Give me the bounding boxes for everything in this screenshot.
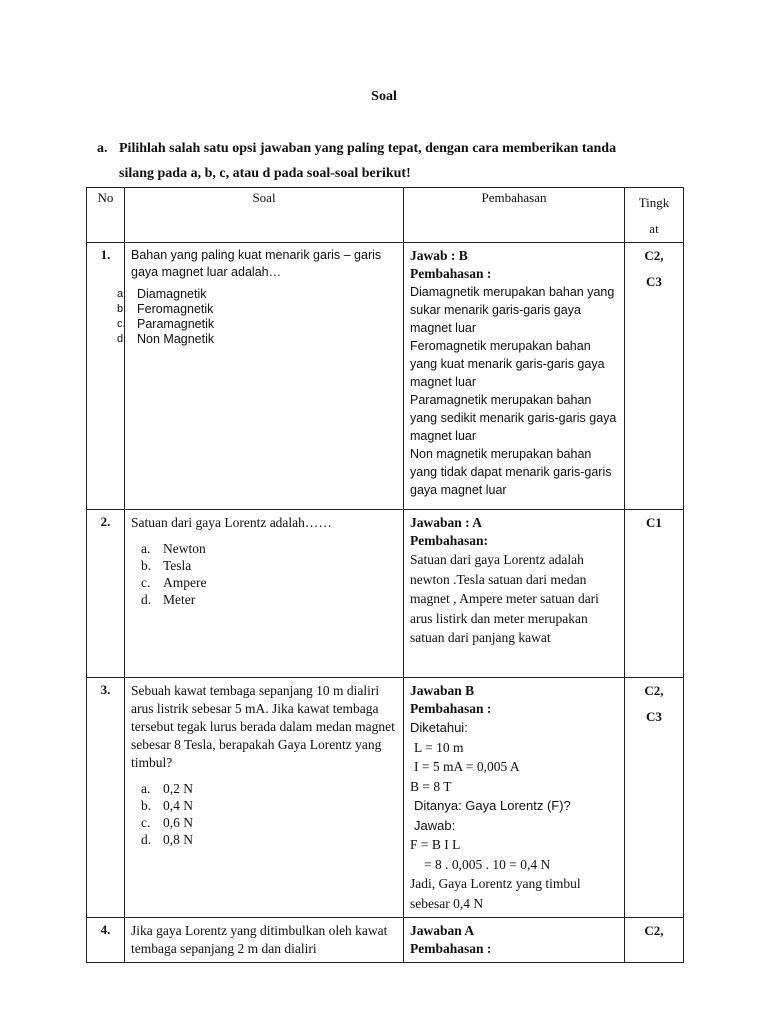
question-cell — [125, 510, 404, 678]
question-text: Jika gaya Lorentz yang ditimbulkan oleh kawat tembaga sepanjang 2 m dan dialiri — [131, 923, 388, 956]
option-item — [131, 797, 399, 814]
explanation-cell — [404, 678, 625, 918]
instruction — [97, 136, 697, 186]
level-line-1: C1 — [646, 515, 662, 530]
table-header-row — [87, 188, 684, 243]
level-line-1: C2, — [644, 248, 664, 263]
option-letter: a. — [141, 541, 151, 556]
option-letter: c. — [117, 318, 126, 330]
table-row — [87, 510, 684, 678]
document-title: Soal — [371, 89, 397, 104]
explanation-paragraph: Feromagnetik merupakan bahan yang kuat menarik garis-garis gaya magnet luar — [410, 339, 605, 389]
level-line-2: C3 — [646, 274, 662, 289]
option-text: 0,2 N — [163, 781, 193, 796]
level-line-1: C2, — [644, 923, 664, 938]
level-cell — [625, 678, 684, 918]
calculation: = 8 . 0,005 . 10 = 0,4 N — [424, 856, 551, 872]
explanation-paragraph: Non magnetik merupakan bahan yang tidak dapat menarik garis-garis gaya magnet luar — [410, 447, 612, 497]
option-list — [131, 540, 399, 608]
header-no: No — [87, 188, 125, 243]
question-text: Bahan yang paling kuat menarik garis – garis gaya magnet luar adalah… — [131, 248, 382, 279]
explanation-label: Pembahasan : — [410, 941, 492, 956]
level-cell — [625, 918, 684, 963]
option-item — [131, 540, 399, 557]
question-cell — [125, 678, 404, 918]
option-text: Diamagnetik — [137, 287, 207, 301]
asked-label-text: Ditanya: Gaya Lorentz (F)? — [414, 798, 571, 813]
option-letter: a. — [117, 288, 127, 300]
option-text: 0,6 N — [163, 815, 193, 830]
answer-label: Jawab : B — [410, 248, 468, 263]
option-text: Tesla — [163, 558, 192, 573]
option-letter: c. — [141, 815, 151, 830]
explanation-paragraph: Paramagnetik merupakan bahan yang sedikit menarik garis-garis gaya magnet luar — [410, 393, 617, 443]
conclusion: Jadi, Gaya Lorentz yang timbul sebesar 0,4 N — [410, 876, 581, 911]
option-list — [117, 287, 399, 347]
header-tingkat-line-1: Tingk — [638, 195, 670, 210]
option-letter: c. — [141, 575, 151, 590]
instruction-line-1: Pilihlah salah satu opsi jawaban yang paling tepat, dengan cara memberikan tanda — [119, 141, 617, 156]
row-number: 1. — [87, 243, 125, 510]
explanation-label: Pembahasan : — [410, 266, 492, 281]
question-text: Satuan dari gaya Lorentz adalah…… — [131, 515, 332, 530]
instruction-letter: a. — [97, 141, 108, 156]
row-number: 2. — [87, 510, 125, 678]
table-row — [87, 918, 684, 963]
option-item — [131, 814, 399, 831]
option-item — [117, 317, 399, 332]
answer-label: Jawaban A — [410, 923, 475, 938]
explanation-cell — [404, 918, 625, 963]
option-item — [117, 332, 399, 347]
row-number: 3. — [87, 678, 125, 918]
option-item — [131, 591, 399, 608]
level-cell — [625, 510, 684, 678]
given-length: L = 10 m — [414, 739, 464, 755]
given-current: I = 5 mA = 0,005 A — [414, 759, 520, 774]
question-table — [86, 187, 684, 963]
header-soal: Soal — [125, 188, 404, 243]
option-letter: b. — [141, 558, 152, 573]
given-label — [410, 718, 620, 738]
option-item — [131, 557, 399, 574]
header-tingkat — [625, 188, 684, 243]
explanation-cell — [404, 243, 625, 510]
option-text: 0,8 N — [163, 832, 193, 847]
table-row — [87, 243, 684, 510]
option-item — [131, 780, 399, 797]
row-number: 4. — [87, 918, 125, 963]
formula: F = B I L — [410, 837, 461, 852]
option-letter: b. — [117, 303, 127, 315]
explanation-label: Pembahasan: — [410, 533, 489, 548]
answer-work-label-text: Jawab: — [414, 817, 456, 833]
instruction-line-2: silang pada a, b, c, atau d pada soal-soal berikut! — [119, 166, 411, 181]
asked-label — [410, 796, 620, 816]
option-item — [117, 302, 399, 317]
table-row — [87, 678, 684, 918]
question-cell — [117, 243, 404, 510]
option-list — [131, 780, 399, 848]
given-label-text: Diketahui: — [410, 720, 468, 735]
option-text: 0,4 N — [163, 798, 193, 813]
option-text: Meter — [163, 592, 196, 607]
option-text: Paramagnetik — [137, 317, 215, 331]
option-letter: d. — [141, 592, 152, 607]
level-cell — [625, 243, 684, 510]
answer-work-label — [410, 816, 620, 836]
answer-label: Jawaban : A — [410, 515, 483, 530]
explanation-label: Pembahasan : — [410, 701, 492, 716]
option-item — [131, 831, 399, 848]
level-line-1: C2, — [644, 683, 664, 698]
option-letter: a. — [141, 781, 151, 796]
option-item — [117, 287, 399, 302]
header-pembahasan: Pembahasan — [404, 188, 625, 243]
question-text: Sebuah kawat tembaga sepanjang 10 m dialiri arus listrik sebesar 5 mA. Jika kawat tembaga tersebut tegak lurus berada dalam medan magnet sebesar 8 Tesla, berapakah Gaya Lorentz yang timbul? — [131, 683, 395, 770]
option-text: Newton — [163, 541, 206, 556]
option-item — [131, 574, 399, 591]
option-text: Ampere — [163, 575, 207, 590]
option-letter: d. — [117, 333, 127, 345]
question-cell — [125, 918, 404, 963]
explanation-paragraph: Satuan dari gaya Lorentz adalah newton .Tesla satuan dari medan magnet , Ampere meter satuan dari arus listirk dan meter merupakan satuan dari panjang kawat — [410, 552, 599, 645]
explanation-paragraph: Diamagnetik merupakan bahan yang sukar menarik garis-garis gaya magnet luar — [410, 285, 615, 335]
level-line-2: C3 — [646, 709, 662, 724]
given-field: B = 8 T — [410, 778, 452, 794]
option-letter: b. — [141, 798, 152, 813]
option-text: Non Magnetik — [137, 332, 215, 346]
header-tingkat-line-2: at — [649, 221, 659, 236]
option-letter: d. — [141, 832, 152, 847]
explanation-cell — [404, 510, 625, 678]
answer-label: Jawaban B — [410, 683, 475, 698]
option-text: Feromagnetik — [137, 302, 214, 316]
